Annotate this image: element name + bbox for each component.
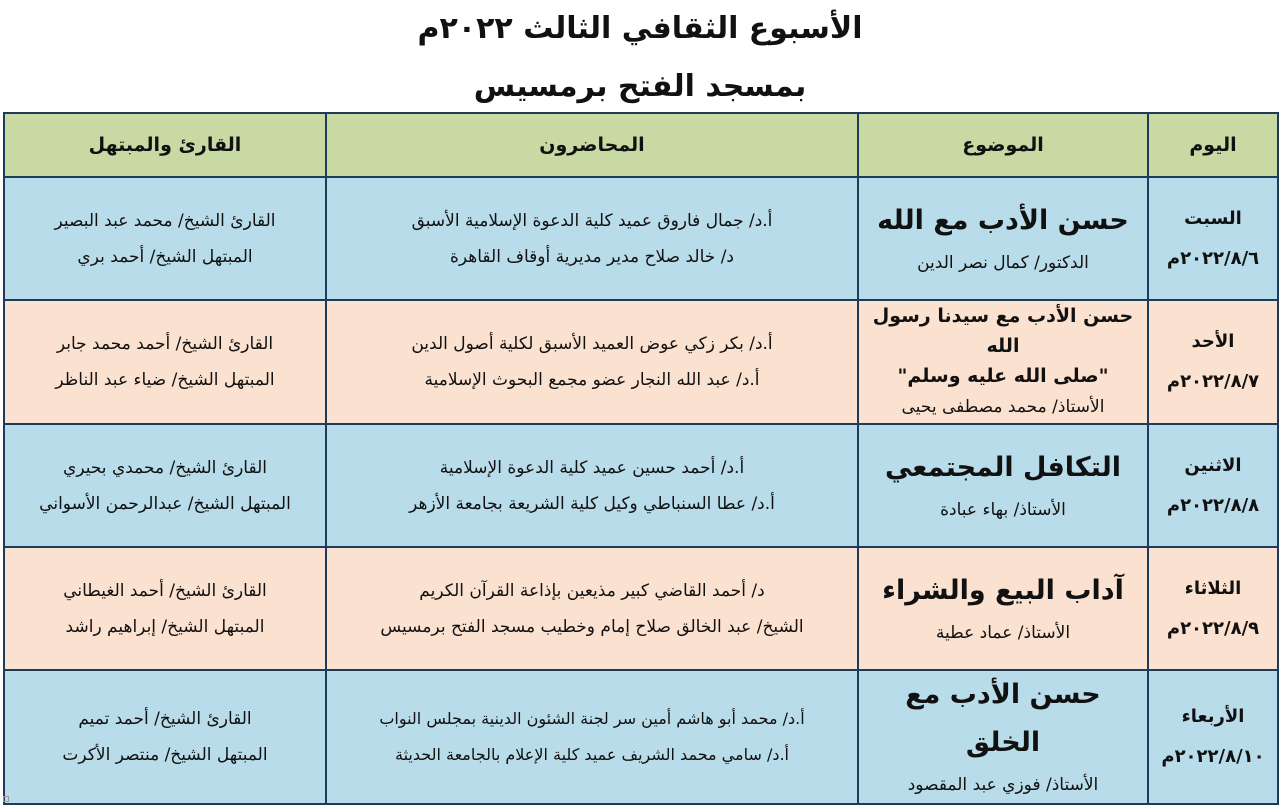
header-lecturers: المحاضرون <box>326 113 858 177</box>
topic-speaker: الأستاذ/ محمد مصطفى يحيى <box>901 397 1105 417</box>
chanter: المبتهل الشيخ/ منتصر الأكرت <box>62 745 268 765</box>
topic-title: حسن الأدب مع الله <box>877 204 1129 236</box>
reciters-cell <box>4 424 326 547</box>
schedule-table <box>3 112 1279 805</box>
lecturer-1: أ.د/ بكر زكي عوض العميد الأسبق لكلية أصول الدين <box>411 334 773 354</box>
chanter: المبتهل الشيخ/ إبراهيم راشد <box>65 616 265 637</box>
reciter: القارئ الشيخ/ محمدي بحيري <box>63 457 267 478</box>
page-corner-marker <box>3 796 9 802</box>
topic-cell <box>858 300 1148 424</box>
topic-title: التكافل المجتمعي <box>884 451 1122 483</box>
header-topic: الموضوع <box>858 113 1148 177</box>
topic-speaker: الأستاذ/ فوزي عبد المقصود <box>907 775 1099 795</box>
reciter: القارئ الشيخ/ أحمد محمد جابر <box>56 334 274 354</box>
day-cell <box>1148 670 1278 804</box>
day-name: الثلاثاء <box>1184 577 1242 599</box>
day-date: ٢٠٢٢/٨/١٠م <box>1161 746 1265 767</box>
topic-cell <box>858 670 1148 804</box>
chanter: المبتهل الشيخ/ ضياء عبد الناظر <box>55 370 275 390</box>
lecturer-2: أ.د/ عطا السنباطي وكيل كلية الشريعة بجامعة الأزهر <box>409 493 775 514</box>
header-day: اليوم <box>1148 113 1278 177</box>
reciters-cell <box>4 300 326 424</box>
lecturers-cell <box>326 300 858 424</box>
topic-speaker: الأستاذ/ بهاء عبادة <box>940 499 1066 520</box>
lecturer-1: أ.د/ أحمد حسين عميد كلية الدعوة الإسلامية <box>439 457 745 478</box>
day-cell <box>1148 177 1278 300</box>
lecturer-2: أ.د/ عبد الله النجار عضو مجمع البحوث الإسلامية <box>424 370 760 390</box>
page-title: الأسبوع الثقافي الثالث ٢٠٢٢م <box>417 11 863 46</box>
reciter: القارئ الشيخ/ أحمد الغيطاني <box>63 580 267 601</box>
lecturer-1: أ.د/ محمد أبو هاشم أمين سر لجنة الشئون الدينية بمجلس النواب <box>379 709 805 728</box>
day-cell <box>1148 424 1278 547</box>
lecturers-cell <box>326 424 858 547</box>
topic-speaker: الدكتور/ كمال نصر الدين <box>917 252 1089 273</box>
reciters-cell <box>4 670 326 804</box>
lecturer-2: د/ خالد صلاح مدير مديرية أوقاف القاهرة <box>450 246 734 267</box>
topic-cell <box>858 424 1148 547</box>
reciter: القارئ الشيخ/ أحمد تميم <box>78 709 252 729</box>
topic-speaker: الأستاذ/ عماد عطية <box>935 622 1071 643</box>
page-subtitle: بمسجد الفتح برمسيس <box>473 69 807 104</box>
table-row <box>4 424 1278 547</box>
table-row <box>4 177 1278 300</box>
lecturer-2: أ.د/ سامي محمد الشريف عميد كلية الإعلام بالجامعة الحديثة <box>395 745 789 764</box>
table-row <box>4 547 1278 670</box>
day-name: الأحد <box>1191 331 1235 352</box>
reciters-cell <box>4 547 326 670</box>
chanter: المبتهل الشيخ/ عبدالرحمن الأسواني <box>39 493 291 514</box>
day-date: ٢٠٢٢/٨/٦م <box>1166 247 1260 269</box>
lecturers-cell <box>326 547 858 670</box>
day-name: السبت <box>1184 207 1242 229</box>
table-row <box>4 670 1278 804</box>
day-cell <box>1148 547 1278 670</box>
day-name: الاثنين <box>1184 454 1242 476</box>
lecturer-2: الشيخ/ عبد الخالق صلاح إمام وخطيب مسجد الفتح برمسيس <box>380 616 804 637</box>
reciters-cell <box>4 177 326 300</box>
topic-title-extra: "صلى الله عليه وسلم" <box>897 365 1109 387</box>
lecturer-1: أ.د/ جمال فاروق عميد كلية الدعوة الإسلامية الأسبق <box>411 210 773 231</box>
lecturer-1: د/ أحمد القاضي كبير مذيعين بإذاعة القرآن الكريم <box>419 580 765 601</box>
header-reciters: القارئ والمبتهل <box>4 113 326 177</box>
topic-title: حسن الأدب مع الخلق <box>905 679 1101 758</box>
reciter: القارئ الشيخ/ محمد عبد البصير <box>54 210 276 231</box>
topic-cell <box>858 547 1148 670</box>
lecturers-cell <box>326 177 858 300</box>
day-cell <box>1148 300 1278 424</box>
day-date: ٢٠٢٢/٨/٩م <box>1166 617 1260 639</box>
day-name: الأربعاء <box>1181 706 1245 727</box>
topic-cell <box>858 177 1148 300</box>
lecturers-cell <box>326 670 858 804</box>
header-row <box>4 113 1278 177</box>
chanter: المبتهل الشيخ/ أحمد بري <box>77 246 253 267</box>
topic-title: آداب البيع والشراء <box>882 574 1124 606</box>
day-date: ٢٠٢٢/٨/٨م <box>1166 494 1260 516</box>
table-row <box>4 300 1278 424</box>
day-date: ٢٠٢٢/٨/٧م <box>1166 371 1260 392</box>
topic-title: حسن الأدب مع سيدنا رسول الله <box>872 305 1134 357</box>
